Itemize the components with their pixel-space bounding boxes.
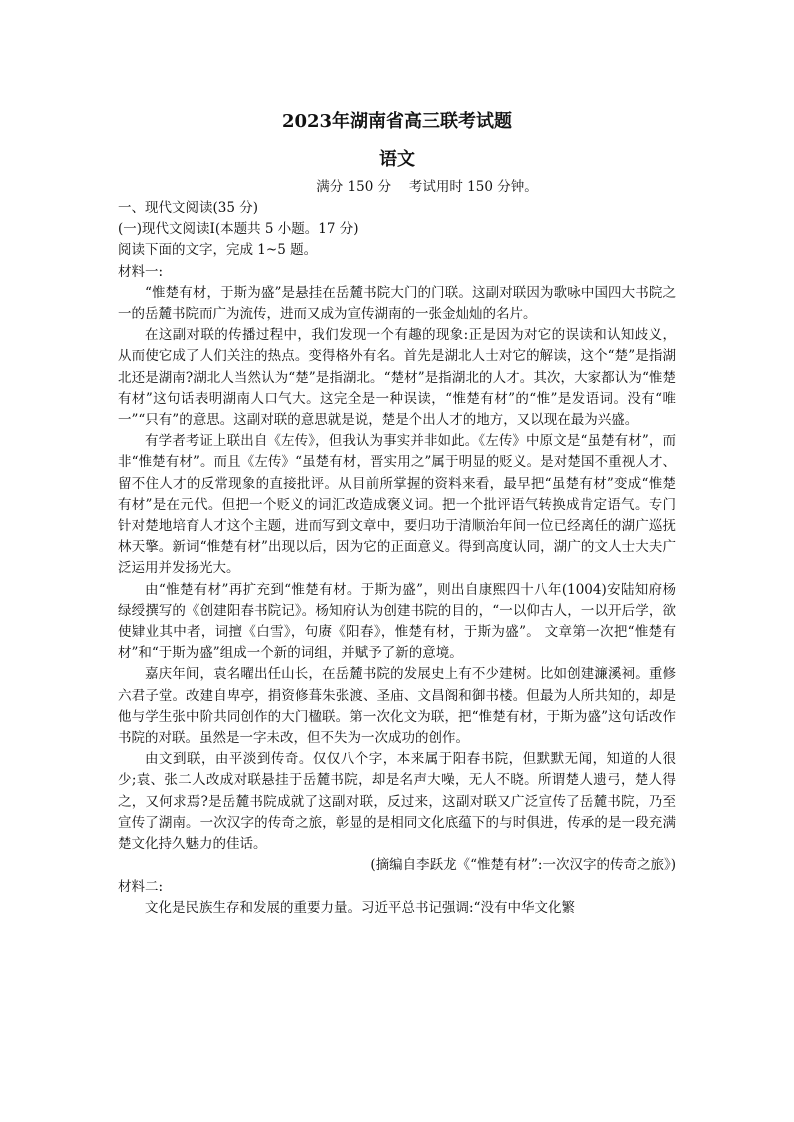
material-two-label: 材料二: <box>118 878 164 895</box>
exam-page <box>118 96 676 919</box>
section-heading: 一、现代文阅读(35 分) <box>118 200 259 216</box>
paragraph: 嘉庆年间，袁名曜出任山长，在岳麓书院的发展史上有不少建树。比如创建濂溪祠。重修六君子堂。改建自卑亭，捐资修葺朱张渡、圣庙、文昌阁和御书楼。但最为人所共知的，却是他与学生张中阶共同创作的大门楹联。第一次化文为联，把“惟楚有材，于斯为盛”这句话改作书院的对联。虽然是一字未改，但不失为一次成功的创作。 <box>118 666 676 747</box>
instruction: 阅读下面的文字，完成 1~5 题。 <box>118 242 318 259</box>
paragraph: 由文到联，由平淡到传奇。仅仅八个字，本来属于阳春书院，但默默无闻，知道的人很少;袁、张二人改成对联悬挂于岳麓书院，却是名声大噪，无人不晓。所谓楚人遗弓，楚人得之，又何求焉?是岳麓书院成就了这副对联，反过来，这副对联又广泛宣传了岳麓书院，乃至宣传了湖南。一次汉字的传奇之旅，彰显的是相同文化底蕴下的与时俱进，传承的是一段充满楚文化持久魅力的佳话。 <box>118 751 676 853</box>
exam-title: 2023年湖南省高三联考试题 <box>281 111 513 132</box>
section-subheading: (一)现代文阅读Ⅰ(本题共 5 小题。17 分) <box>118 221 359 238</box>
paragraph: 由“惟楚有材”再扩充到“惟楚有材。于斯为盛”，则出自康熙四十八年(1004)安陆知府杨绿绶撰写的《创建阳春书院记》。杨知府认为创建书院的目的，“一以仰古人，一以开后学，欲使肄业其中者，词擅《白雪》，句赓《阳春》，惟楚有材，于斯为盛”。 文章第一次把“惟楚有材”和“于斯为盛”组成一个新的词组，并赋予了新的意境。 <box>118 581 676 662</box>
paragraph: “惟楚有材，于斯为盛”是悬挂在岳麓书院大门的门联。这副对联因为歌咏中国四大书院之一的岳麓书院而广为流传，进而又成为宣传湖南的一张金灿灿的名片。 <box>118 284 676 323</box>
paragraph: 有学者考证上联出自《左传》，但我认为事实并非如此。《左传》中原文是“虽楚有材”，而非“惟楚有材”。而且《左传》“虽楚有材，晋实用之”属于明显的贬义。是对楚国不重视人才、留不住人才的反常现象的直接批评。从目前所掌握的资料来看，最早把“虽楚有材”变成“惟楚有材”是在元代。但把一个贬义的词汇改造成褒义词。把一个批评语气转换成肯定语气。专门针对楚地培育人才这个主题，进而写到文章中，要归功于清顺治年间一位已经离任的湖广巡抚林天擎。新词“惟楚有材”出现以后，因为它的正面意义。得到高度认同，湖广的文人士大夫广泛运用并发扬光大。 <box>118 433 676 577</box>
material-one-label: 材料一: <box>118 263 164 280</box>
paragraph: 文化是民族生存和发展的重要力量。习近平总书记强调:“没有中华文化繁 <box>145 899 575 916</box>
exam-meta: 满分 150 分 考试用时 150 分钟。 <box>316 179 538 195</box>
subject-title: 语文 <box>379 149 415 170</box>
paragraph: 在这副对联的传播过程中，我们发现一个有趣的现象:正是因为对它的误读和认知歧义，从而使它成了人们关注的热点。变得格外有名。首先是湖北人士对它的解读，这个“楚”是指湖北还是湖南?湖北人当然认为“楚”是指湖北。“楚材”是指湖北的人才。其次，大家都认为“惟楚有材”这句话表明湖南人口气大。这完全是一种误读，“惟楚有材”的“惟”是发语词。没有“唯一”“只有”的意思。这副对联的意思就是说，楚是个出人才的地方，又以现在最为兴盛。 <box>118 327 676 429</box>
source-citation: (摘编自李跃龙《“惟楚有材”:一次汉字的传奇之旅》) <box>370 857 676 874</box>
